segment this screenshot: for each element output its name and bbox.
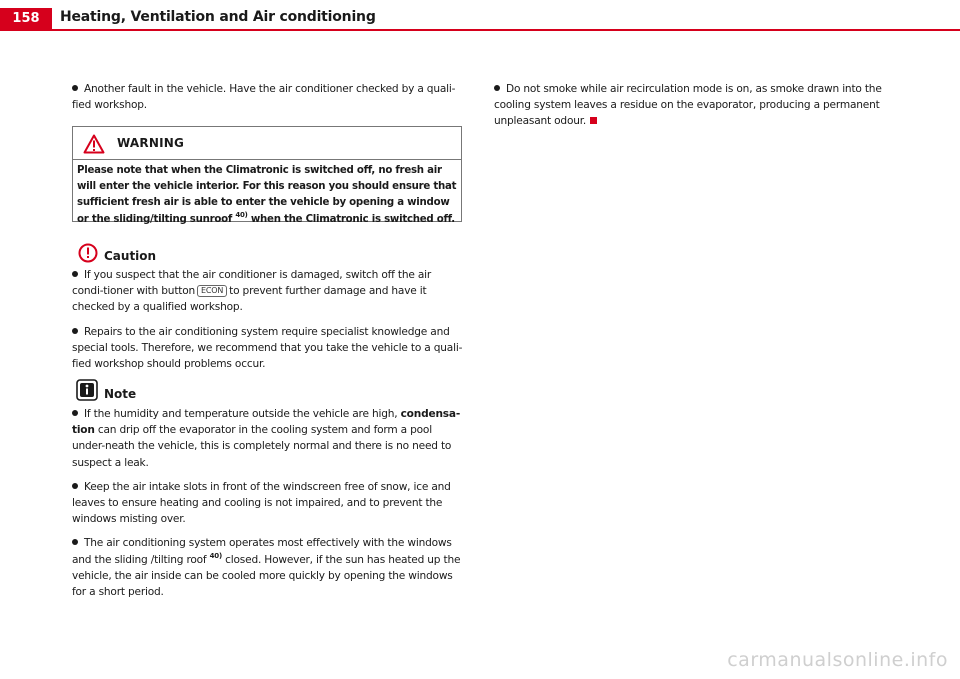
list-item: Do not smoke while air recirculation mode is on, as smoke drawn into the cooling system leaves a residue on the evaporator, producing a permanent unpleasant odour. [494, 83, 882, 128]
left-intro [72, 81, 464, 121]
warning-text: Please note that when the Climatronic is switched off, no fresh air will enter the vehicle interior. For this reason you should ensure that sufficient fresh air is able to enter the vehicle by opening a window or the sliding/tilting sunroof [77, 165, 457, 225]
warning-box [72, 126, 462, 225]
econ-button-label: ECON [197, 285, 227, 297]
caution-icon [78, 243, 98, 263]
intro-bullet-text: Another fault in the vehicle. Have the air conditioner checked by a quali-fied workshop. [72, 83, 456, 112]
caution-content [72, 267, 464, 380]
header-rule [0, 29, 960, 31]
bullet-icon [72, 410, 78, 416]
watermark: carmanualsonline.info [727, 649, 948, 671]
section-end-icon [590, 117, 597, 124]
list-item [72, 81, 464, 113]
right-column [494, 81, 886, 138]
footnote-ref: 40) [235, 210, 248, 219]
warning-title: WARNING [117, 136, 185, 150]
bullet-icon [72, 271, 78, 277]
note-heading [76, 379, 136, 401]
note-title: Note [104, 387, 137, 401]
warning-header [73, 127, 461, 160]
list-item: If the humidity and temperature outside the vehicle are high, condensa-tion can drip off the evaporator in the cooling system and form a pool under-neath the vehicle, this is completely normal and there is no need to suspect a leak. [72, 408, 461, 469]
bullet-icon [72, 85, 78, 91]
list-item: If you suspect that the air conditioner is damaged, switch off the air condi-tioner with button ECON to prevent further damage and have it checked by a qualified workshop. [72, 269, 432, 314]
warning-body [73, 160, 461, 228]
bullet-icon [494, 85, 500, 91]
page-number: 158 [0, 8, 52, 30]
warning-text-end: when the Climatronic is switched off. [247, 213, 455, 225]
note-content [72, 406, 464, 608]
list-item: Repairs to the air conditioning system require specialist knowledge and special tools. Therefore, we recommend that you take the vehicle to a quali-fied workshop should problems occur. [72, 325, 463, 371]
info-note-icon [76, 379, 98, 401]
page-header [0, 0, 960, 30]
list-item: The air conditioning system operates most effectively with the windows and the sliding /tilting roof $^{40)}$ closed. However, if the sun has heated up the vehicle, the air inside can be cooled more quickly by opening the windows for a short period. [72, 537, 461, 599]
footnote-ref: 40) [209, 551, 222, 560]
caution-title: Caution [104, 249, 157, 263]
bullet-icon [72, 539, 78, 545]
warning-triangle-icon [83, 134, 105, 154]
bullet-icon [72, 483, 78, 489]
page-title: Heating, Ventilation and Air conditioning [60, 9, 376, 25]
bullet-icon [72, 328, 78, 334]
list-item: Keep the air intake slots in front of the windscreen free of snow, ice and leaves to ensure heating and cooling is not impaired, and to prevent the windows misting over. [72, 480, 451, 526]
caution-heading [78, 243, 156, 263]
